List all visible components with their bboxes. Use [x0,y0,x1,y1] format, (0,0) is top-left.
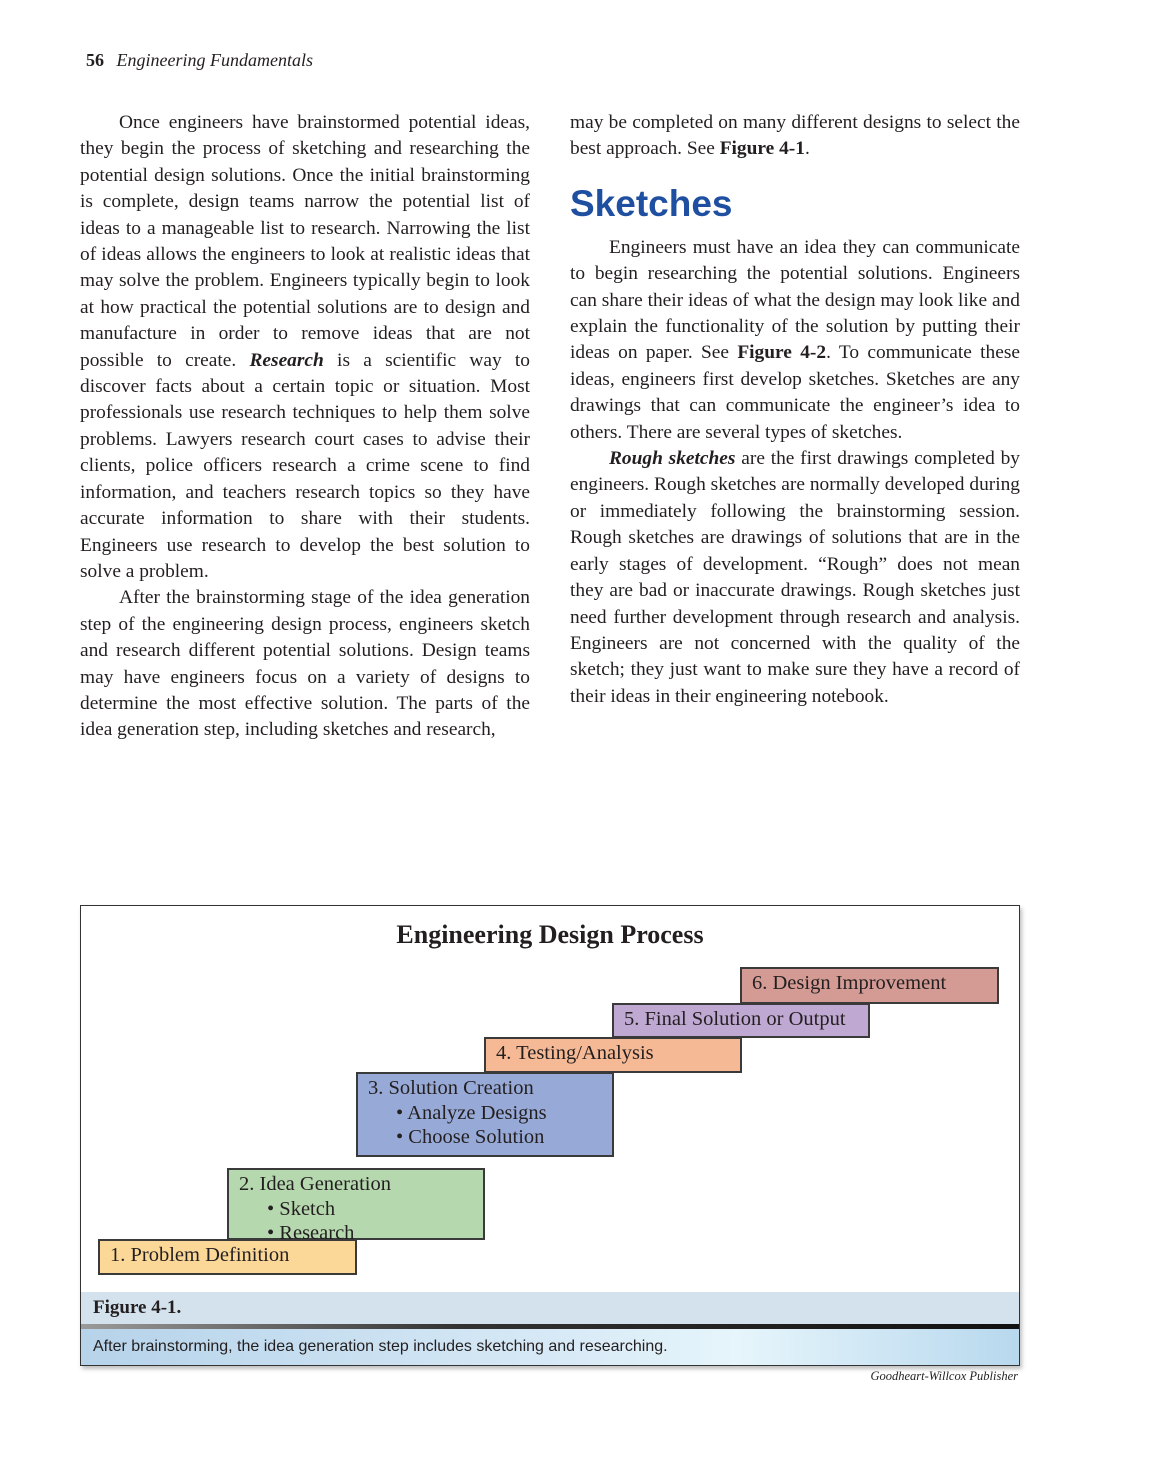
figure-caption-label: Figure 4-1. [81,1292,1019,1324]
step-bullet: • Sketch [267,1197,336,1220]
paragraph-idea-generation: After the brainstorming stage of the idea generation step of the engineering design process, engineers sketch and research different potential solutions. Design teams may have engineers focus on a variety of designs to determine the most effective solution. The parts of the idea generation step, including sketches and research, [80,587,530,741]
paragraph-text: may be completed on many different designs to select the best approach. See [570,112,1020,160]
step-label: 3. Solution Creation [368,1077,534,1099]
paragraph-text: . To communicate these ideas, engineers first develop sketches. Sketches are any drawings that can communicate the engineer’s idea to others. There are several types of sketches. [570,342,1020,443]
step-testing-analysis [484,1037,742,1073]
step-solution-creation [356,1072,614,1157]
figure-reference-4-2: Figure 4-2 [737,342,827,364]
figure-reference-4-1: Figure 4-1 [719,138,805,160]
book-title: Engineering Fundamentals [116,50,313,70]
paragraph-text: are the first drawings completed by engineers. Rough sketches are normally developed during or immediately following the brainstorming session. Rough sketches are drawings of solutions that are in the early stages of development. “Rough” does not mean they are bad or inaccurate drawings. Rough sketches just need further development through research and analysis. Engineers are not concerned with the quality of the sketch; they just want to make sure they have a record of their ideas in their engineering notebook. [570,448,1021,707]
key-term-research: Research [249,349,324,371]
paragraph-research [80,110,530,585]
paragraph-rough-sketches [570,446,1020,710]
step-design-improvement [740,967,999,1004]
step-bullet: • Choose Solution [396,1126,545,1148]
figure-caption-text: After brainstorming, the idea generation step includes sketching and researching. [81,1329,1019,1365]
section-heading-sketches: Sketches [570,182,733,224]
paragraph-continued [570,110,1020,163]
step-label: 2. Idea Generation [239,1173,391,1195]
paragraph-sketches [570,235,1020,446]
step-label: 6. Design Improvement [752,972,947,994]
figure-credit: Goodheart-Willcox Publisher [870,1369,1018,1383]
step-final-solution [612,1003,870,1038]
left-column [80,110,530,744]
figure-4-1 [80,905,1020,1366]
paragraph-text: is a scientific way to discover facts about a certain topic or situation. Most professionals use research techniques to help them solve problems. Lawyers research court cases to advise their clients, police officers research a crime scene to find information, and teachers research topics so they have accurate information to share with their students. Engineers use research to develop the best solution to solve a problem. [80,349,530,582]
step-label: 4. Testing/Analysis [496,1042,654,1064]
paragraph-text: Engineers must have an idea they can communicate to begin researching the potential solutions. Engineers can share their ideas of what the design may look like and explain the functionality of the solution by putting their ideas on paper. See [570,236,1020,364]
paragraph-text: . [804,138,810,160]
step-bullet: • Analyze Designs [396,1101,547,1124]
figure-title: Engineering Design Process [396,920,704,949]
paragraph-text: Once engineers have brainstormed potential ideas, they begin the process of sketching and researching the potential design solutions. Once the initial brainstorming is complete, design teams narrow the potential list of ideas to a manageable list to research. Narrowing the list of ideas allows the engineers to look at realistic ideas that may solve the problem. Engineers typically begin to look at how practical the potential solutions are to design and manufacture in order to remove ideas that are not possible to create. [80,112,530,371]
right-column [570,110,1020,710]
step-bullet: • Research [267,1222,355,1244]
key-term-rough-sketches: Rough sketches [609,448,736,470]
running-head [86,50,313,71]
step-label: 5. Final Solution or Output [624,1008,846,1030]
step-idea-generation [227,1168,485,1244]
page-number: 56 [86,50,104,70]
step-label: 1. Problem Definition [110,1244,290,1266]
